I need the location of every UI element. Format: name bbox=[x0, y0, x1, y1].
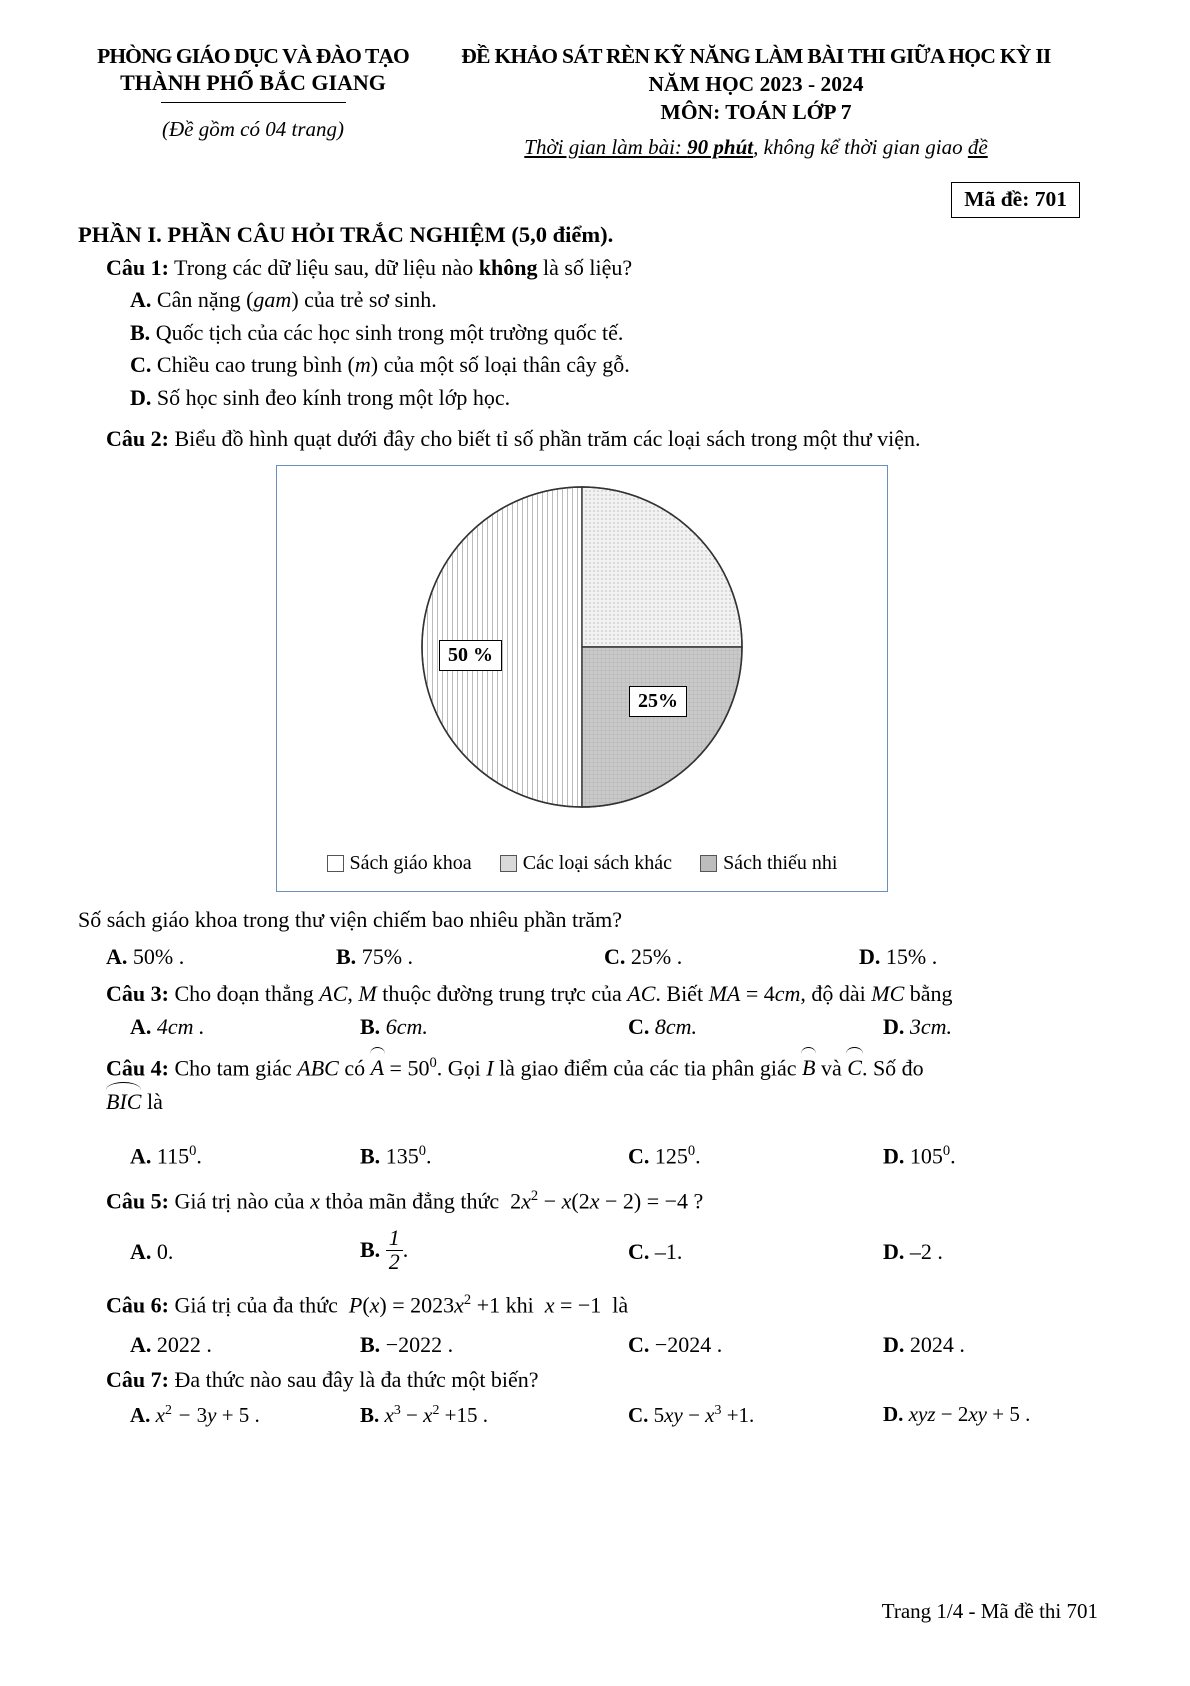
q6-d-letter: D. bbox=[883, 1331, 905, 1357]
q7-a-letter: A. bbox=[130, 1402, 151, 1427]
city-name: THÀNH PHỐ BẮC GIANG bbox=[120, 70, 386, 95]
question-7-options bbox=[78, 1402, 1084, 1428]
question-6-label: Câu 6: bbox=[106, 1292, 169, 1318]
q7-b-letter: B. bbox=[360, 1402, 380, 1427]
pie-chart bbox=[417, 482, 747, 812]
question-2-option-c bbox=[604, 944, 859, 970]
question-1-option-d: D. Số học sinh đeo kính trong một lớp học. bbox=[130, 384, 511, 410]
angle-bic-symbol bbox=[106, 1088, 141, 1116]
question-5-option-b bbox=[360, 1225, 628, 1275]
question-3-option-d bbox=[883, 1014, 1083, 1040]
exam-code-box: Mã đề: 701 bbox=[951, 182, 1080, 218]
time-limit-note bbox=[428, 135, 1084, 160]
question-6-options bbox=[78, 1332, 1084, 1358]
exam-code-wrap bbox=[78, 182, 1080, 218]
question-6-option-b bbox=[360, 1332, 628, 1358]
q4-b-sup: 0 bbox=[418, 1142, 426, 1159]
time-limit-value: 90 phút bbox=[687, 135, 754, 159]
q4-a-sup: 0 bbox=[189, 1142, 197, 1159]
question-6-option-d bbox=[883, 1332, 1083, 1358]
q4-a-tail: . bbox=[196, 1142, 202, 1168]
question-7-option-c: C. $5xy - x^3 +1$. bbox=[628, 1401, 755, 1427]
q3-b-letter: B. bbox=[360, 1014, 381, 1039]
page-count-note: (Đề gồm có 04 trang) bbox=[162, 117, 344, 141]
question-4-line2 bbox=[78, 1088, 1084, 1116]
q7-d-letter: D. bbox=[883, 1401, 904, 1426]
q3-a-value: 4cm . bbox=[156, 1014, 205, 1039]
q5-d-letter: D. bbox=[883, 1239, 905, 1265]
q2-d-letter: D. bbox=[859, 943, 881, 969]
question-7-text: Đa thức nào sau đây là đa thức một biến? bbox=[168, 1366, 539, 1392]
q3-b-value: 6cm. bbox=[385, 1014, 428, 1039]
fraction-one-half bbox=[386, 1227, 403, 1273]
time-limit-prefix: Thời gian làm bài: bbox=[524, 135, 688, 159]
q4-d-tail: . bbox=[950, 1142, 956, 1168]
q5-a-value: 0. bbox=[156, 1239, 174, 1265]
question-1-option-c: C. Chiều cao trung bình (m) của một số loại thân cây gỗ. bbox=[130, 352, 630, 378]
q4-c-sup: 0 bbox=[687, 1142, 696, 1159]
question-4-option-c bbox=[628, 1143, 883, 1169]
subject-grade: MÔN: TOÁN LỚP 7 bbox=[660, 100, 852, 124]
q5-c-value: –1. bbox=[654, 1239, 683, 1265]
legend-swatch-other-books bbox=[500, 855, 517, 872]
question-2 bbox=[78, 425, 1084, 453]
department-name: PHÒNG GIÁO DỤC VÀ ĐÀO TẠO bbox=[97, 44, 409, 68]
q6-b-letter: B. bbox=[360, 1331, 381, 1357]
q4-c-tail: . bbox=[695, 1142, 701, 1168]
q4-d-value: 105 bbox=[909, 1142, 943, 1168]
q5-b-tail: . bbox=[402, 1237, 409, 1263]
question-3-option-b bbox=[360, 1014, 628, 1040]
question-7-label: Câu 7: bbox=[106, 1366, 169, 1392]
question-3: Câu 3: Cho đoạn thẳng AC, M thuộc đường trung trực của AC. Biết MA = 4cm, độ dài MC bằng bbox=[106, 980, 953, 1006]
section-title: PHẦN I. PHẦN CÂU HỎI TRẮC NGHIỆM (5,0 điểm). bbox=[78, 222, 614, 247]
q3-a-letter: A. bbox=[130, 1014, 152, 1039]
q4-b-letter: B. bbox=[360, 1142, 381, 1168]
q7-c-letter: C. bbox=[628, 1402, 649, 1427]
question-4-option-b bbox=[360, 1143, 628, 1169]
q5-b-letter: B. bbox=[360, 1237, 381, 1263]
header-right-block bbox=[428, 44, 1084, 160]
question-2-option-d bbox=[859, 944, 1059, 970]
question-1-option-b: B. Quốc tịch của các học sinh trong một trường quốc tế. bbox=[130, 319, 624, 345]
question-6: Câu 6: Giá trị của đa thức $P(x) = 2023x^2 +1$ khi x = −1 là bbox=[106, 1292, 629, 1318]
question-5-option-a bbox=[130, 1239, 360, 1265]
q6-c-value: −2024 . bbox=[654, 1331, 723, 1357]
q6-a-value: 2022 . bbox=[156, 1331, 212, 1357]
q4-d-letter: D. bbox=[883, 1142, 905, 1168]
exam-title: ĐỀ KHẢO SÁT RÈN KỸ NĂNG LÀM BÀI THI GIỮA HỌC KỲ II bbox=[461, 44, 1051, 68]
time-limit-suffix: , không kể thời gian giao bbox=[753, 135, 968, 159]
q5-a-letter: A. bbox=[130, 1239, 152, 1265]
pie-label-25: 25% bbox=[629, 686, 687, 717]
question-2-text: Biểu đồ hình quạt dưới đây cho biết tỉ số phần trăm các loại sách trong một thư viện. bbox=[168, 425, 921, 451]
pie-chart-container bbox=[276, 465, 888, 892]
question-7-option-b: B. $x^3 - x^2 +15$ . bbox=[360, 1401, 488, 1427]
angle-a-symbol: A bbox=[371, 1054, 384, 1082]
q4-c-value: 125 bbox=[654, 1142, 688, 1168]
q4-d-sup: 0 bbox=[942, 1142, 951, 1159]
legend-item-other-books bbox=[500, 852, 672, 875]
question-7-option-a: A. $x^2 - 3y + 5$ . bbox=[130, 1401, 260, 1427]
question-5-option-c bbox=[628, 1239, 883, 1265]
pie-slice-other-books bbox=[582, 487, 742, 647]
legend-item-children-books bbox=[700, 852, 837, 875]
question-5-options bbox=[78, 1225, 1084, 1275]
q2-d-value: 15% . bbox=[885, 943, 938, 969]
question-2-option-b bbox=[336, 944, 604, 970]
question-2-option-a bbox=[106, 944, 336, 970]
q4-c-letter: C. bbox=[628, 1142, 650, 1168]
question-1-text-a: Trong các dữ liệu sau, dữ liệu nào bbox=[168, 255, 479, 280]
angle-b-symbol: B bbox=[802, 1054, 815, 1082]
header-left-block bbox=[78, 44, 428, 142]
q5-c-letter: C. bbox=[628, 1239, 650, 1265]
question-5: Câu 5: Giá trị nào của x thỏa mãn đẳng thức $2x^2 - x(2x - 2) = -4$ ? bbox=[106, 1187, 704, 1214]
question-4: Câu 4: Cho tam giác ABC có $A = 50^0$. Gọi I là giao điểm của các tia phân giác B và C. Số đo bbox=[78, 1054, 1084, 1082]
q5-d-value: –2 . bbox=[909, 1239, 943, 1265]
q4-b-tail: . bbox=[425, 1142, 432, 1168]
q2-b-value: 75% . bbox=[361, 943, 414, 969]
frac-den: 2 bbox=[386, 1250, 403, 1273]
q3-c-letter: C. bbox=[628, 1014, 650, 1039]
legend-item-textbooks bbox=[327, 852, 472, 875]
q4-a-value: 115 bbox=[156, 1142, 190, 1168]
question-3-label: Câu 3: bbox=[106, 980, 169, 1006]
question-7-option-d: D. xyz − 2xy + 5 . bbox=[883, 1401, 1031, 1426]
question-6-option-a bbox=[130, 1332, 360, 1358]
pie-label-50: 50 % bbox=[439, 640, 502, 671]
question-5-option-d bbox=[883, 1239, 1083, 1265]
question-7 bbox=[78, 1366, 1084, 1394]
q6-a-letter: A. bbox=[130, 1331, 152, 1357]
q3-d-letter: D. bbox=[883, 1014, 905, 1039]
frac-num: 1 bbox=[388, 1225, 400, 1251]
q2-a-letter: A. bbox=[106, 943, 128, 969]
question-4-line2-rest: là bbox=[141, 1089, 163, 1115]
q4-a-letter: A. bbox=[130, 1142, 152, 1168]
q6-c-letter: C. bbox=[628, 1331, 650, 1357]
q3-d-value: 3cm. bbox=[909, 1014, 953, 1039]
legend-label-children-books: Sách thiếu nhi bbox=[723, 851, 838, 874]
question-6-option-c bbox=[628, 1332, 883, 1358]
header-divider bbox=[161, 102, 346, 103]
q6-b-value: −2022 . bbox=[385, 1331, 454, 1357]
question-2-options bbox=[78, 944, 1084, 970]
question-4-options bbox=[78, 1143, 1084, 1169]
legend-label-other-books: Các loại sách khác bbox=[522, 851, 673, 874]
q2-b-letter: B. bbox=[336, 943, 357, 969]
legend-swatch-textbooks bbox=[327, 855, 344, 872]
question-3-options bbox=[78, 1014, 1084, 1040]
question-4-label: Câu 4: bbox=[106, 1055, 169, 1081]
q2-c-letter: C. bbox=[604, 943, 626, 969]
question-1-text-b: là số liệu? bbox=[537, 255, 633, 280]
pie-slice-children-books bbox=[582, 647, 742, 807]
page-footer: Trang 1/4 - Mã đề thi 701 bbox=[881, 1599, 1098, 1623]
question-2-label: Câu 2: bbox=[106, 425, 169, 451]
pie-legend bbox=[277, 852, 887, 875]
school-year: NĂM HỌC 2023 - 2024 bbox=[648, 72, 864, 96]
question-4-option-a bbox=[130, 1143, 360, 1169]
question-1-emph: không bbox=[478, 255, 538, 280]
angle-c-symbol: C bbox=[847, 1054, 862, 1082]
legend-label-textbooks: Sách giáo khoa bbox=[349, 851, 472, 874]
question-1 bbox=[78, 254, 1084, 282]
q6-d-value: 2024 . bbox=[909, 1331, 965, 1357]
question-4-option-d bbox=[883, 1143, 1083, 1169]
question-3-option-c bbox=[628, 1014, 883, 1040]
question-1-option-a: A. Cân nặng (gam) của trẻ sơ sinh. bbox=[130, 287, 437, 313]
q3-c-value: 8cm. bbox=[654, 1014, 698, 1039]
angle-bic-text: BIC bbox=[106, 1089, 142, 1115]
question-2-prompt: Số sách giáo khoa trong thư viện chiếm bao nhiêu phần trăm? bbox=[78, 906, 623, 932]
question-3-option-a bbox=[130, 1014, 360, 1040]
document-header bbox=[78, 44, 1084, 160]
question-1-label: Câu 1: bbox=[106, 255, 169, 280]
time-limit-tail: đề bbox=[967, 135, 988, 159]
q4-b-value: 135 bbox=[385, 1142, 419, 1168]
question-5-label: Câu 5: bbox=[106, 1188, 169, 1214]
page-content bbox=[78, 44, 1084, 1428]
q2-a-value: 50% . bbox=[132, 943, 185, 969]
legend-swatch-children-books bbox=[700, 855, 717, 872]
q2-c-value: 25% . bbox=[630, 943, 683, 969]
